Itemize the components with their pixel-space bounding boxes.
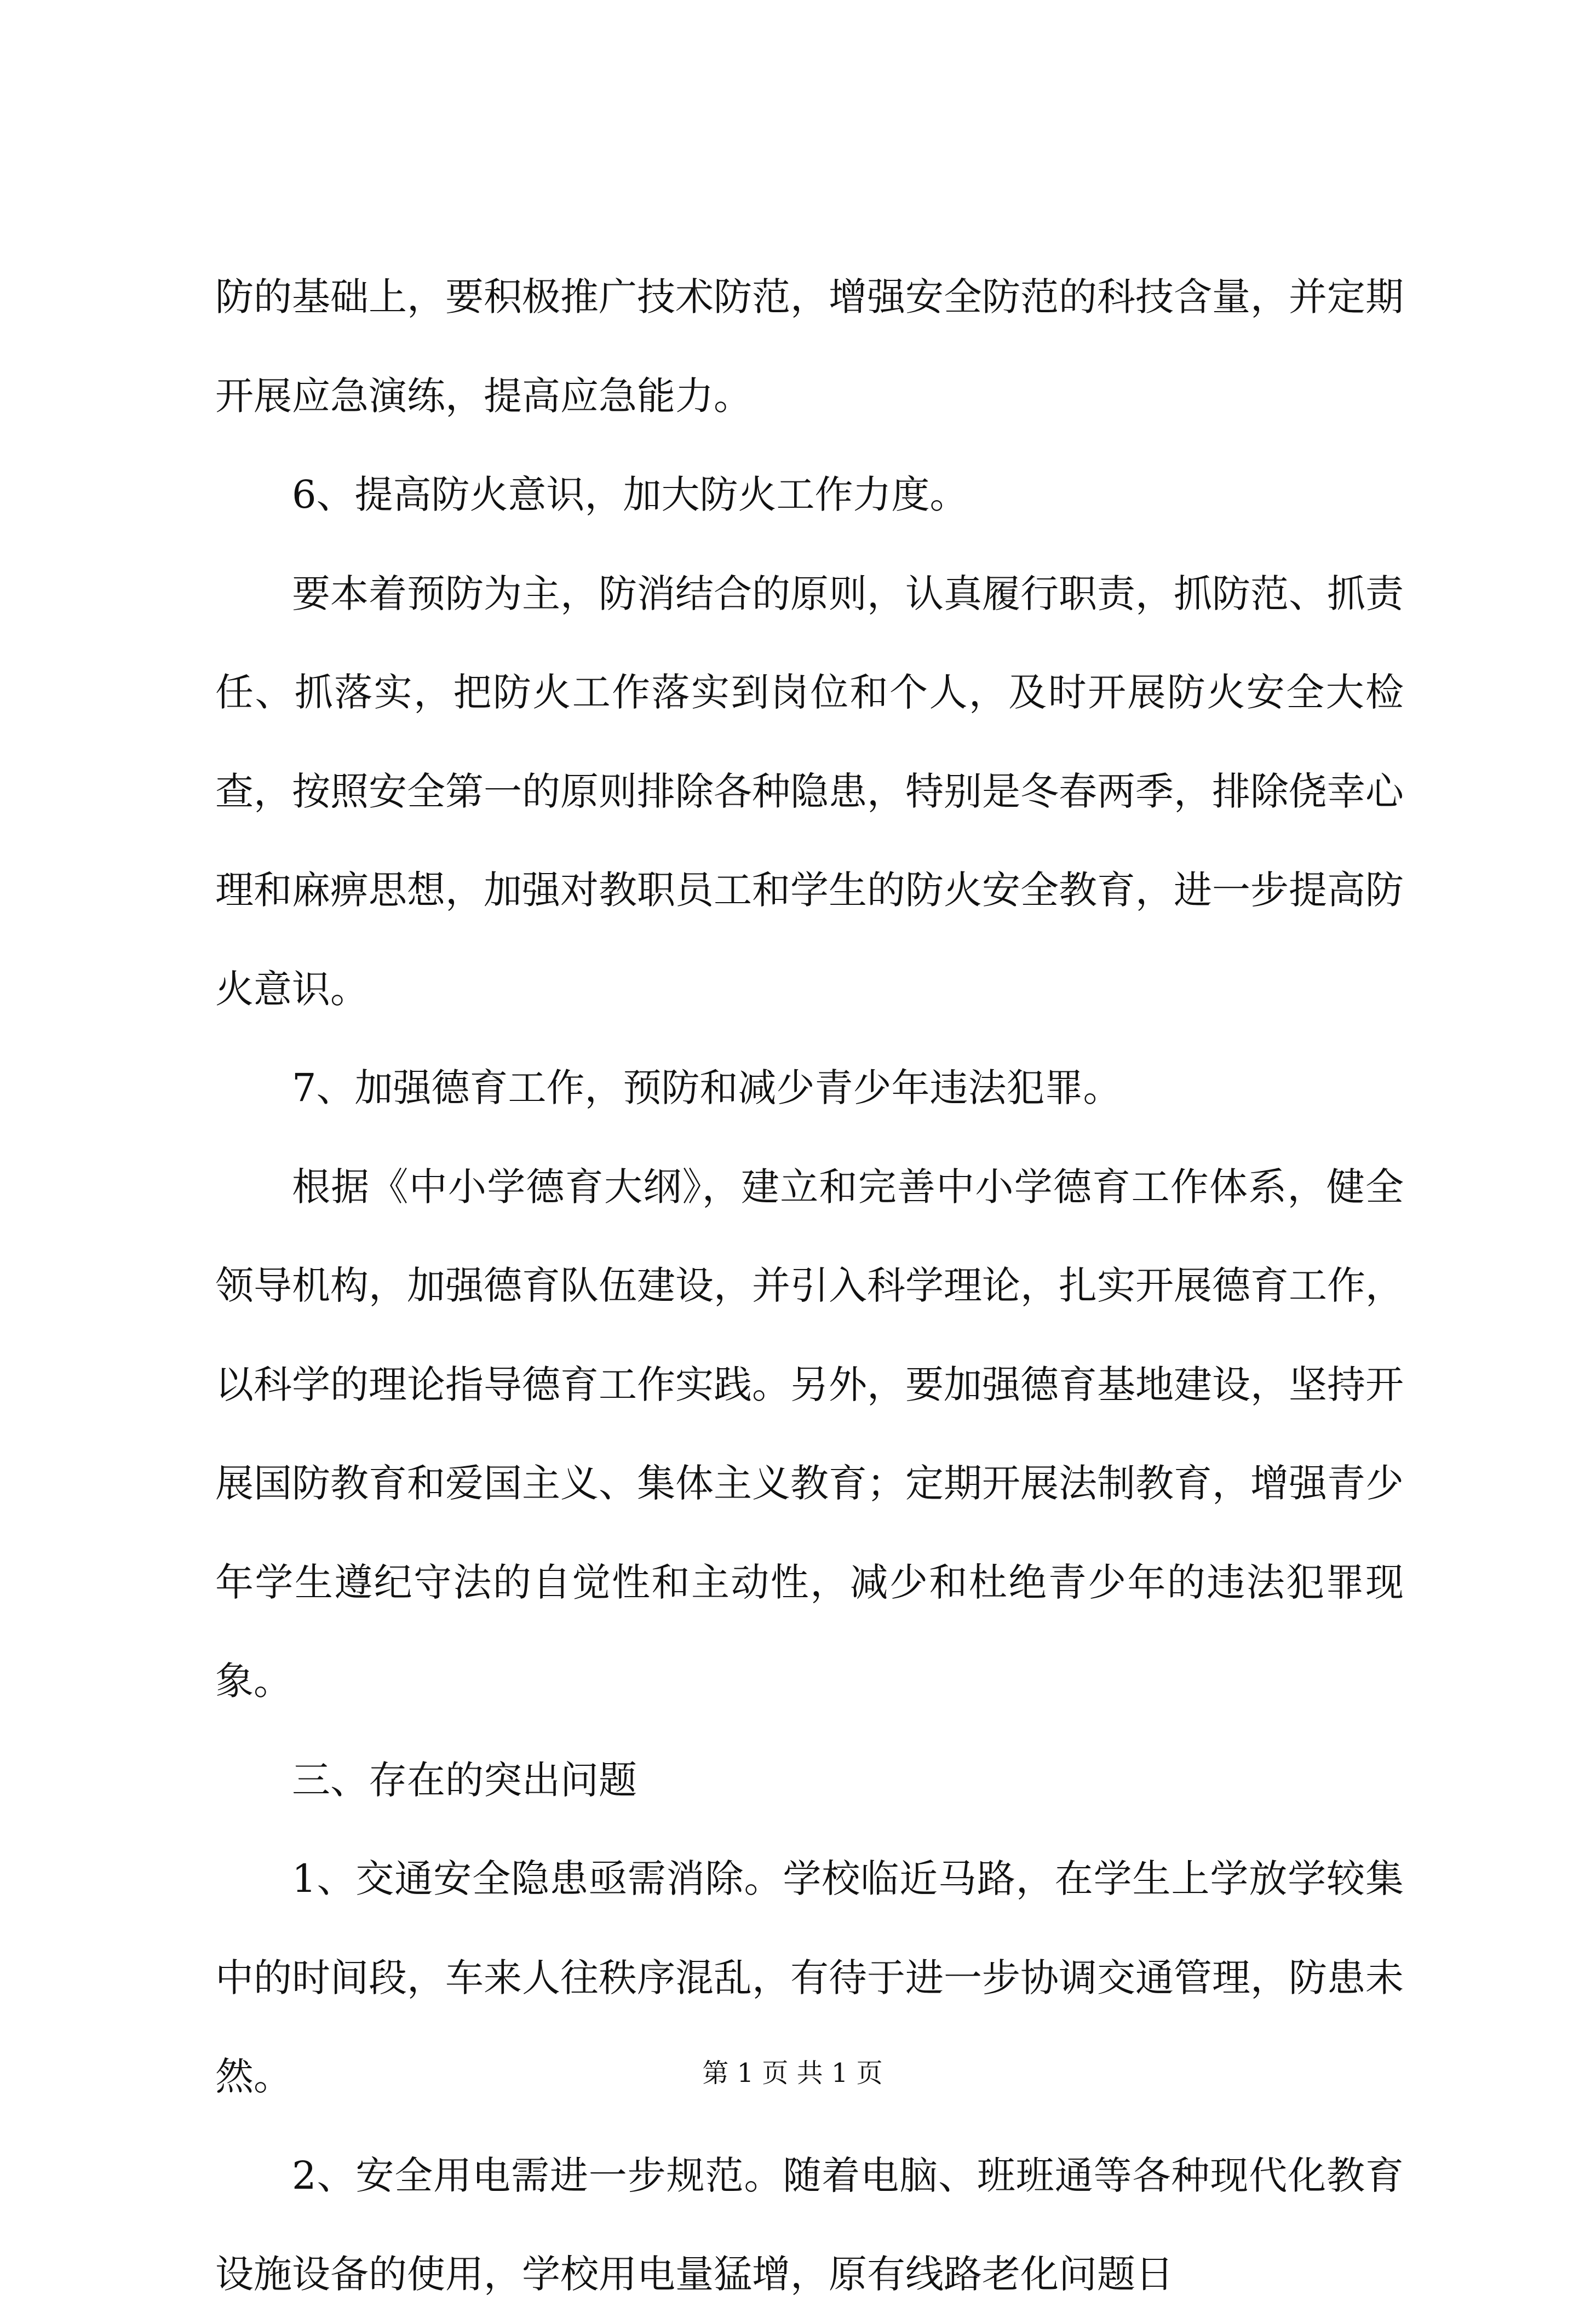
paragraph-3: 要本着预防为主，防消结合的原则，认真履行职责，抓防范、抓责任、抓落实，把防火工作落实到岗位和个人，及时开展防火安全大检查，按照安全第一的原则排除各种隐患，特别是冬春两季，排除侥幸心理和麻痹思想，加强对教职员工和学生的防火安全教育，进一步提高防火意识。	[215, 571, 1404, 1012]
paragraph-7: 1、交通安全隐患亟需消除。学校临近马路，在学生上学放学较集中的时间段，车来人往秩序混乱，有待于进一步协调交通管理，防患未然。	[215, 1856, 1404, 2099]
paragraph-4-heading: 7、加强德育工作，预防和减少青少年违法犯罪。	[292, 1065, 1122, 1110]
document-body	[215, 248, 1404, 2324]
paragraph-1: 防的基础上，要积极推广技术防范，增强安全防范的科技含量，并定期开展应急演练，提高应急能力。	[215, 274, 1404, 418]
paragraph-2-heading: 6、提高防火意识，加大防火工作力度。	[292, 472, 968, 517]
paragraph-8: 2、安全用电需进一步规范。随着电脑、班班通等各种现代化教育设施设备的使用，学校用电量猛增，原有线路老化问题日	[215, 2153, 1404, 2297]
paragraph-5: 根据《中小学德育大纲》，建立和完善中小学德育工作体系，健全领导机构，加强德育队伍建设，并引入科学理论，扎实开展德育工作，以科学的理论指导德育工作实践。另外，要加强德育基地建设，坚持开展国防教育和爱国主义、集体主义教育；定期开展法制教育，增强青少年学生遵纪守法的自觉性和主动性，减少和杜绝青少年的违法犯罪现象。	[215, 1164, 1404, 1703]
page-footer: 第 1 页 共 1 页	[702, 2058, 883, 2088]
section-heading: 三、存在的突出问题	[292, 1757, 637, 1803]
